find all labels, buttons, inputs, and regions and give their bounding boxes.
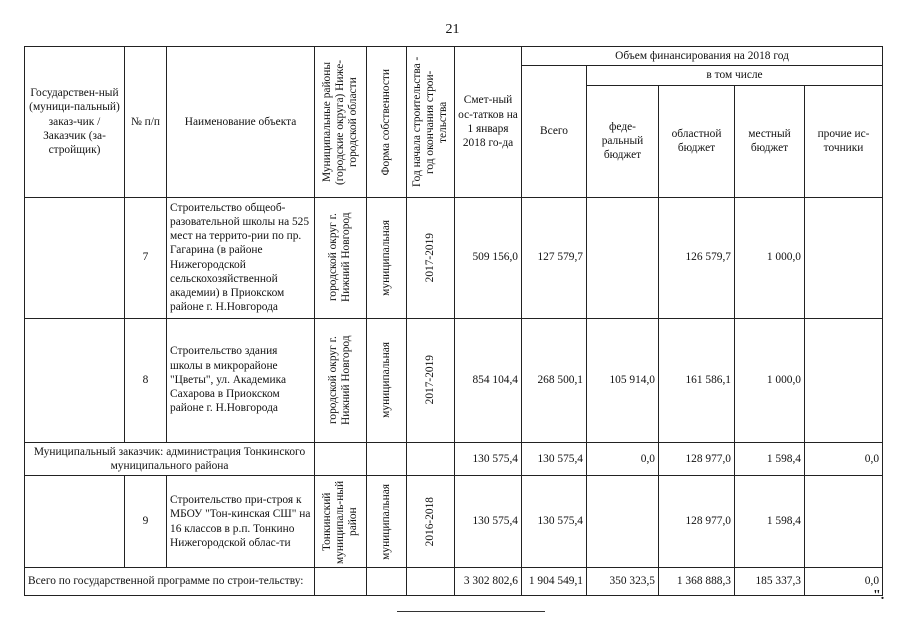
row-district [315, 197, 367, 318]
row-number: 9 [125, 476, 167, 568]
row-remaining: 854 104,4 [455, 318, 522, 442]
row-total: 130 575,4 [522, 476, 587, 568]
row-customer [25, 476, 125, 568]
subtotal-empty-3 [407, 442, 455, 476]
subtotal-local: 1 598,4 [735, 442, 805, 476]
table-row [25, 318, 883, 442]
row-other [805, 318, 883, 442]
grand-total-empty-2 [367, 568, 407, 596]
row-district-text: городской округ г. Нижний Новгород [327, 335, 353, 425]
header-districts-text: Муниципальные районы (городские округа) Ниже-городской области [320, 59, 360, 185]
subtotal-row [25, 442, 883, 476]
footer-rule [397, 611, 545, 612]
row-object-name: Строительство общеоб-разовательной школы на 525 мест на террито-рии по пр. Гагарина (в районе Нижегородской сельскохозяйственной академии) в Приокском районе г. Н.Новгорода [167, 197, 315, 318]
header-regional: областной бюджет [659, 85, 735, 197]
header-years [407, 47, 455, 198]
header-remaining: Смет-ный ос-татков на 1 января 2018 го-да [455, 47, 522, 198]
grand-total-remaining: 3 302 802,6 [455, 568, 522, 596]
row-customer [25, 197, 125, 318]
grand-total-regional: 1 368 888,3 [659, 568, 735, 596]
row-federal: 105 914,0 [587, 318, 659, 442]
row-years [407, 476, 455, 568]
subtotal-other: 0,0 [805, 442, 883, 476]
row-local: 1 000,0 [735, 197, 805, 318]
grand-total-empty-3 [407, 568, 455, 596]
grand-total-row [25, 568, 883, 596]
row-regional: 161 586,1 [659, 318, 735, 442]
header-other: прочие ис-точники [805, 85, 883, 197]
row-regional: 128 977,0 [659, 476, 735, 568]
closing-quote: ". [873, 588, 885, 603]
table-row [25, 197, 883, 318]
row-ownership-text: муниципальная [379, 219, 392, 296]
row-local: 1 598,4 [735, 476, 805, 568]
grand-total-local: 185 337,3 [735, 568, 805, 596]
header-federal: феде-ральный бюджет [587, 85, 659, 197]
grand-total-federal: 350 323,5 [587, 568, 659, 596]
subtotal-regional: 128 977,0 [659, 442, 735, 476]
row-total: 268 500,1 [522, 318, 587, 442]
grand-total-total: 1 904 549,1 [522, 568, 587, 596]
row-federal [587, 197, 659, 318]
header-total: Всего [522, 66, 587, 197]
header-financing-title: Объем финансирования на 2018 год [522, 47, 883, 66]
header-ownership-text: Форма собственности [379, 68, 392, 175]
row-district [315, 318, 367, 442]
row-object-name: Строительство здания школы в микрорайоне "Цветы", ул. Академика Сахарова в Приокском районе г. Н.Новгорода [167, 318, 315, 442]
row-ownership [367, 197, 407, 318]
subtotal-empty-2 [367, 442, 407, 476]
subtotal-remaining: 130 575,4 [455, 442, 522, 476]
row-years [407, 197, 455, 318]
row-number: 7 [125, 197, 167, 318]
row-other [805, 476, 883, 568]
row-years-text: 2017-2019 [423, 355, 436, 405]
grand-total-other: 0,0 [805, 568, 883, 596]
row-federal [587, 476, 659, 568]
header-row-1 [25, 47, 883, 66]
row-ownership-text: муниципальная [379, 483, 392, 560]
header-object-name: Наименование объекта [167, 47, 315, 198]
row-local: 1 000,0 [735, 318, 805, 442]
subtotal-label: Муниципальный заказчик: администрация Тонкинского муниципального района [25, 442, 315, 476]
table-row [25, 476, 883, 568]
grand-total-label: Всего по государственной программе по строи-тельству: [25, 568, 315, 596]
row-district-text: городской округ г. Нижний Новгород [327, 212, 353, 303]
subtotal-total: 130 575,4 [522, 442, 587, 476]
row-ownership [367, 318, 407, 442]
header-local: местный бюджет [735, 85, 805, 197]
grand-total-empty-1 [315, 568, 367, 596]
row-ownership-text: муниципальная [379, 342, 392, 418]
row-years-text: 2017-2019 [423, 232, 436, 283]
subtotal-empty-1 [315, 442, 367, 476]
row-regional: 126 579,7 [659, 197, 735, 318]
header-customer: Государствен-ный (муници-пальный) заказ-чик / Заказчик (за-стройщик) [25, 47, 125, 198]
row-number: 8 [125, 318, 167, 442]
financing-table [24, 46, 883, 596]
row-total: 127 579,7 [522, 197, 587, 318]
row-years [407, 318, 455, 442]
header-number: № п/п [125, 47, 167, 198]
subtotal-federal: 0,0 [587, 442, 659, 476]
header-ownership [367, 47, 407, 198]
header-years-text: Год начала строительства - год окончания строи-тельства [410, 56, 450, 187]
row-remaining: 509 156,0 [455, 197, 522, 318]
row-ownership [367, 476, 407, 568]
row-other [805, 197, 883, 318]
header-including: в том числе [587, 66, 883, 85]
header-districts [315, 47, 367, 198]
row-remaining: 130 575,4 [455, 476, 522, 568]
page-number: 21 [445, 22, 460, 37]
row-district-text: Тонкинский муниципаль-ный район [320, 479, 360, 564]
row-object-name: Строительство при-строя к МБОУ "Тон-кинская СШ" на 16 классов в р.п. Тонкино Нижегородской облас-ти [167, 476, 315, 568]
row-customer [25, 318, 125, 442]
row-district [315, 476, 367, 568]
row-years-text: 2016-2018 [423, 496, 436, 547]
